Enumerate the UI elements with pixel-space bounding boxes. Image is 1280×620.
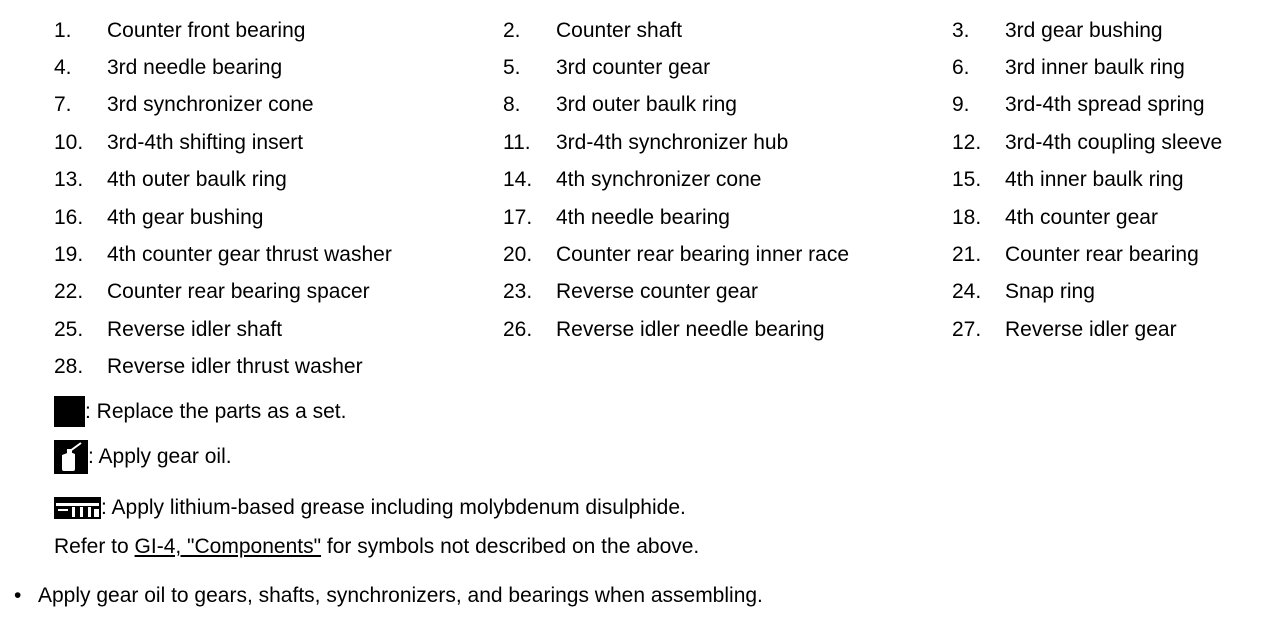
parts-list-item xyxy=(952,124,1274,161)
legend-grease-text: : Apply lithium-based grease including molybdenum disulphide. xyxy=(101,496,686,519)
part-name: Counter front bearing xyxy=(107,18,306,42)
parts-list-item xyxy=(952,87,1274,124)
legend-grease xyxy=(54,496,686,520)
part-number: 1. xyxy=(54,18,72,42)
part-number: 2. xyxy=(503,18,521,42)
oil-can-icon xyxy=(54,440,88,474)
part-number: 5. xyxy=(503,56,521,80)
parts-list-item xyxy=(503,311,952,348)
part-name: 3rd counter gear xyxy=(556,56,711,80)
part-number: 20. xyxy=(503,243,533,267)
part-name: Reverse idler gear xyxy=(1005,317,1177,341)
part-number: 22. xyxy=(54,280,84,304)
part-name: 3rd gear bushing xyxy=(1005,18,1163,42)
parts-list-item xyxy=(54,87,503,124)
part-name: Snap ring xyxy=(1005,280,1095,304)
part-number: 13. xyxy=(54,168,84,192)
parts-list-item xyxy=(503,87,952,124)
part-name: 3rd needle bearing xyxy=(107,56,283,80)
part-number: 3. xyxy=(952,18,970,42)
part-number: 21. xyxy=(952,243,982,267)
part-number: 15. xyxy=(952,168,982,192)
part-name: 4th counter gear thrust washer xyxy=(107,243,392,267)
part-number: 18. xyxy=(952,205,982,229)
parts-list-item xyxy=(503,124,952,161)
parts-list-item xyxy=(54,12,503,49)
parts-list-item xyxy=(54,49,503,86)
part-name: Reverse idler needle bearing xyxy=(556,317,825,341)
part-name: Counter shaft xyxy=(556,18,683,42)
part-name: Counter rear bearing xyxy=(1005,243,1199,267)
part-name: 4th needle bearing xyxy=(556,205,730,229)
part-number: 28. xyxy=(54,355,84,379)
part-name: Reverse idler thrust washer xyxy=(107,355,363,379)
part-number: 17. xyxy=(503,205,533,229)
assembly-note-text: Apply gear oil to gears, shafts, synchronizers, and bearings when assembling. xyxy=(38,584,763,607)
part-name: 4th gear bushing xyxy=(107,205,264,229)
part-name: Counter rear bearing spacer xyxy=(107,280,370,304)
part-number: 19. xyxy=(54,243,84,267)
bullet: • xyxy=(14,584,22,607)
part-name: Counter rear bearing inner race xyxy=(556,243,849,267)
part-name: 3rd inner baulk ring xyxy=(1005,56,1185,80)
refer-suffix: for symbols not described on the above. xyxy=(321,535,700,558)
part-number: 4. xyxy=(54,56,72,80)
part-number: 27. xyxy=(952,317,982,341)
part-number: 7. xyxy=(54,93,72,117)
part-number: 16. xyxy=(54,205,84,229)
legend-gear-oil xyxy=(54,440,232,474)
part-name: 4th inner baulk ring xyxy=(1005,168,1184,192)
assembly-note xyxy=(14,584,763,608)
part-name: 3rd-4th shifting insert xyxy=(107,130,304,154)
filled-square-icon xyxy=(54,396,85,427)
parts-list-item xyxy=(54,124,503,161)
part-name: 3rd synchronizer cone xyxy=(107,93,314,117)
part-number: 12. xyxy=(952,130,982,154)
part-name: 3rd-4th spread spring xyxy=(1005,93,1205,117)
part-number: 11. xyxy=(503,130,531,154)
part-number: 8. xyxy=(503,93,521,117)
parts-list-item xyxy=(952,12,1274,49)
parts-list-item xyxy=(952,199,1274,236)
legend-gear-oil-text: : Apply gear oil. xyxy=(88,445,232,468)
parts-list-item xyxy=(54,199,503,236)
part-number: 23. xyxy=(503,280,533,304)
part-number: 6. xyxy=(952,56,970,80)
refer-line xyxy=(54,535,699,559)
part-name: 3rd-4th coupling sleeve xyxy=(1005,130,1223,154)
grease-gun-icon xyxy=(54,497,101,519)
legend-replace-set-text: : Replace the parts as a set. xyxy=(85,399,347,423)
parts-list-item xyxy=(54,162,503,199)
parts-list-item xyxy=(54,274,503,311)
parts-list-item xyxy=(503,236,952,273)
parts-list-item xyxy=(54,349,503,386)
part-name: 4th counter gear xyxy=(1005,205,1158,229)
parts-list-item xyxy=(503,274,952,311)
parts-list-item xyxy=(952,311,1274,348)
part-name: 3rd-4th synchronizer hub xyxy=(556,130,789,154)
parts-list-item xyxy=(503,162,952,199)
part-number: 24. xyxy=(952,280,982,304)
part-number: 26. xyxy=(503,317,533,341)
parts-list-item xyxy=(952,274,1274,311)
refer-prefix: Refer to xyxy=(54,535,135,558)
part-name: 4th synchronizer cone xyxy=(556,168,762,192)
part-name: 3rd outer baulk ring xyxy=(556,93,737,117)
parts-list-item xyxy=(952,236,1274,273)
part-name: 4th outer baulk ring xyxy=(107,168,287,192)
part-number: 10. xyxy=(54,130,84,154)
parts-list-item xyxy=(54,236,503,273)
part-name: Reverse counter gear xyxy=(556,280,758,304)
parts-list-item xyxy=(503,49,952,86)
parts-list-item xyxy=(952,162,1274,199)
parts-list-item xyxy=(952,49,1274,86)
parts-list-item xyxy=(54,311,503,348)
parts-list xyxy=(54,12,1274,386)
part-number: 25. xyxy=(54,317,84,341)
legend-replace-set xyxy=(54,396,346,427)
part-number: 9. xyxy=(952,93,970,117)
part-number: 14. xyxy=(503,168,533,192)
components-link[interactable]: GI-4, "Components" xyxy=(134,535,322,558)
part-name: Reverse idler shaft xyxy=(107,317,283,341)
parts-list-item xyxy=(503,199,952,236)
parts-list-item xyxy=(503,12,952,49)
